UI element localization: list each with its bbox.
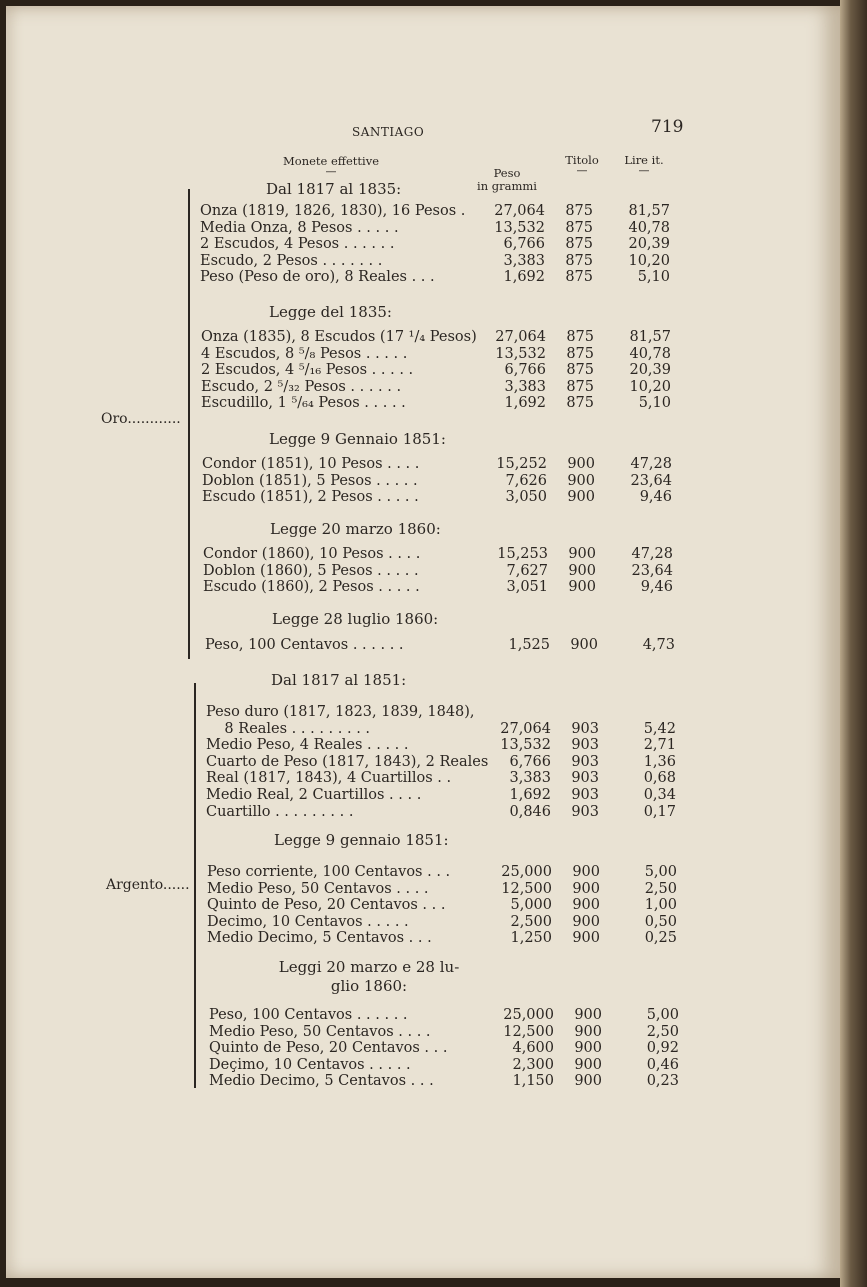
- lire-value: 0,17: [643, 803, 676, 820]
- book-edge: [840, 0, 867, 1287]
- section-heading: Leggi 20 marzo e 28 lu- glio 1860:: [278, 958, 460, 995]
- lire-value: 40,78: [629, 345, 671, 362]
- coin-name: Medio Decimo, 5 Centavos . . .: [207, 930, 432, 947]
- section-heading: Dal 1817 al 1851:: [271, 671, 407, 689]
- lire-value: 0,68: [643, 770, 676, 787]
- category-label-argento: Argento......: [106, 877, 190, 893]
- coin-name: Peso duro (1817, 1823, 1839, 1848),: [206, 704, 475, 720]
- title-value: 875: [566, 395, 594, 412]
- table-row: [206, 804, 686, 821]
- lire-value: 1,00: [644, 897, 677, 914]
- lire-value: 9,46: [640, 579, 673, 596]
- title-value: 900: [574, 1007, 602, 1023]
- weight-value: 25,000: [501, 864, 552, 880]
- table-group: [202, 456, 682, 506]
- table-group: [203, 546, 683, 596]
- lire-value: 4,73: [642, 637, 675, 653]
- table-row: [207, 897, 687, 914]
- weight-value: 27,064: [494, 203, 545, 219]
- lire-value: 0,34: [643, 786, 676, 803]
- table-group: [207, 864, 687, 947]
- weight-value: 12,500: [503, 1023, 554, 1040]
- coin-name: Escudo, 2 ⁵/₃₂ Pesos . . . . . .: [201, 378, 402, 395]
- coin-name: Medio Real, 2 Cuartillos . . . .: [206, 786, 422, 803]
- weight-value: 27,064: [500, 720, 551, 737]
- coin-name: Cuartillo . . . . . . . . .: [206, 803, 354, 820]
- lire-value: 10,20: [629, 378, 671, 395]
- lire-value: 5,10: [637, 269, 670, 286]
- lire-value: 5,10: [638, 395, 671, 412]
- title-value: 903: [571, 770, 599, 787]
- table-row: [209, 1073, 689, 1090]
- lire-value: 23,64: [630, 472, 672, 489]
- weight-value: 4,600: [512, 1040, 554, 1057]
- coin-name: Doblon (1851), 5 Pesos . . . . .: [202, 472, 418, 489]
- table-row: [201, 362, 681, 379]
- lire-value: 10,20: [628, 252, 670, 269]
- weight-value: 3,383: [509, 770, 551, 787]
- weight-value: 7,626: [505, 472, 547, 489]
- weight-value: 3,383: [504, 378, 546, 395]
- table-row: [209, 1040, 689, 1057]
- weight-value: 27,064: [495, 329, 546, 345]
- category-label-oro: Oro............: [101, 411, 181, 427]
- lire-value: 81,57: [628, 203, 670, 219]
- weight-value: 13,532: [495, 345, 546, 362]
- lire-value: 9,46: [639, 489, 672, 506]
- lire-value: 47,28: [630, 456, 672, 472]
- weight-value: 6,766: [509, 753, 551, 770]
- title-value: 875: [565, 252, 593, 269]
- weight-value: 6,766: [503, 236, 545, 253]
- weight-value: 1,250: [510, 930, 552, 947]
- lire-value: 20,39: [629, 362, 671, 379]
- table-row: [200, 269, 680, 286]
- coin-name: Condor (1860), 10 Pesos . . . .: [203, 546, 421, 562]
- coin-name: Doblon (1860), 5 Pesos . . . . .: [203, 562, 419, 579]
- table-row: [200, 236, 680, 253]
- table-row: [207, 930, 687, 947]
- table-group: [205, 637, 685, 654]
- title-value: 875: [566, 362, 594, 379]
- table-row: [206, 754, 686, 771]
- coin-name: Medio Peso, 4 Reales . . . . .: [206, 737, 409, 754]
- weight-value: 25,000: [503, 1007, 554, 1023]
- title-value: 900: [568, 579, 596, 596]
- weight-value: 6,766: [504, 362, 546, 379]
- column-header-lire: Lire it. —: [624, 153, 664, 177]
- title-value: 903: [571, 803, 599, 820]
- title-value: 900: [574, 1056, 602, 1073]
- section-heading: Legge del 1835:: [269, 303, 392, 321]
- title-value: 900: [574, 1023, 602, 1040]
- weight-value: 1,525: [508, 637, 550, 653]
- weight-value: 3,051: [506, 579, 548, 596]
- title-value: 900: [572, 897, 600, 914]
- table-row: [206, 721, 686, 738]
- table-row: [202, 489, 682, 506]
- coin-name: 4 Escudos, 8 ⁵/₈ Pesos . . . . .: [201, 345, 408, 362]
- table-row: [201, 346, 681, 363]
- title-value: 900: [572, 930, 600, 947]
- lire-value: 0,50: [644, 913, 677, 930]
- lire-value: 23,64: [631, 562, 673, 579]
- coin-name: Medio Decimo, 5 Centavos . . .: [209, 1073, 434, 1090]
- coin-name: Peso (Peso de oro), 8 Reales . . .: [200, 269, 435, 286]
- lire-value: 0,92: [646, 1040, 679, 1057]
- title-value: 875: [566, 345, 594, 362]
- title-value: 900: [568, 562, 596, 579]
- table-row: [202, 456, 682, 473]
- weight-value: 15,252: [496, 456, 547, 472]
- title-value: 875: [565, 203, 593, 219]
- title-value: 900: [567, 456, 595, 472]
- table-row: [209, 1007, 689, 1024]
- table-row: [203, 563, 683, 580]
- lire-value: 5,00: [646, 1007, 679, 1023]
- table-row: [200, 220, 680, 237]
- lire-value: 2,50: [646, 1023, 679, 1040]
- title-value: 900: [574, 1040, 602, 1057]
- page-number: 719: [651, 117, 684, 137]
- weight-value: 13,532: [500, 737, 551, 754]
- coin-name: Media Onza, 8 Pesos . . . . .: [200, 219, 399, 236]
- weight-value: 1,692: [503, 269, 545, 286]
- section-heading: Legge 20 marzo 1860:: [270, 520, 441, 538]
- table-group: [200, 203, 680, 286]
- brace-oro: [188, 189, 190, 659]
- lire-value: 0,46: [646, 1056, 679, 1073]
- coin-name: Deçimo, 10 Centavos . . . . .: [209, 1056, 411, 1073]
- table-row: [207, 914, 687, 931]
- title-value: 900: [572, 864, 600, 880]
- title-value: 875: [566, 329, 594, 345]
- brace-argento: [194, 683, 196, 1088]
- title-value: 875: [566, 378, 594, 395]
- coin-name: Onza (1835), 8 Escudos (17 ¹/₄ Pesos): [201, 329, 477, 345]
- title-value: 900: [572, 880, 600, 897]
- lire-value: 47,28: [631, 546, 673, 562]
- coin-name: Medio Peso, 50 Centavos . . . .: [209, 1023, 431, 1040]
- title-value: 900: [567, 472, 595, 489]
- table-row: [201, 329, 681, 346]
- weight-value: 1,692: [504, 395, 546, 412]
- table-row: [206, 737, 686, 754]
- table-group: [209, 1007, 689, 1090]
- section-heading: Dal 1817 al 1835:: [266, 180, 402, 198]
- lire-value: 5,42: [643, 720, 676, 737]
- coin-name: Escudillo, 1 ⁵/₆₄ Pesos . . . . .: [201, 395, 406, 412]
- weight-value: 3,050: [505, 489, 547, 506]
- weight-value: 7,627: [506, 562, 548, 579]
- coin-name: Medio Peso, 50 Centavos . . . .: [207, 880, 429, 897]
- title-value: 900: [572, 913, 600, 930]
- weight-value: 13,532: [494, 219, 545, 236]
- weight-value: 5,000: [510, 897, 552, 914]
- table-row: [200, 203, 680, 220]
- table-row: [202, 473, 682, 490]
- title-value: 903: [571, 737, 599, 754]
- table-row: [201, 379, 681, 396]
- table-row: [207, 881, 687, 898]
- coin-name: Peso, 100 Centavos . . . . . .: [205, 637, 404, 653]
- coin-name: Quinto de Peso, 20 Centavos . . .: [207, 897, 446, 914]
- table-group: [201, 329, 681, 412]
- title-value: 900: [570, 637, 598, 653]
- coin-name: Decimo, 10 Centavos . . . . .: [207, 913, 409, 930]
- table-row: [209, 1057, 689, 1074]
- coin-name: Real (1817, 1843), 4 Cuartillos . .: [206, 770, 452, 787]
- column-header-coin: Monete effettive —: [283, 154, 379, 178]
- weight-value: 1,692: [509, 786, 551, 803]
- title-value: 875: [565, 269, 593, 286]
- lire-value: 0,25: [644, 930, 677, 947]
- title-value: 903: [571, 753, 599, 770]
- lire-value: 40,78: [628, 219, 670, 236]
- table-row: [209, 1024, 689, 1041]
- title-value: 900: [568, 546, 596, 562]
- table-row: [203, 546, 683, 563]
- title-value: 875: [565, 236, 593, 253]
- weight-value: 0,846: [509, 803, 551, 820]
- coin-name: Peso corriente, 100 Centavos . . .: [207, 864, 451, 880]
- table-row: [201, 395, 681, 412]
- lire-value: 5,00: [644, 864, 677, 880]
- weight-value: 2,500: [510, 913, 552, 930]
- table-row: [207, 864, 687, 881]
- title-value: 900: [567, 489, 595, 506]
- table-row: [206, 787, 686, 804]
- table-row: [200, 253, 680, 270]
- table-row: [206, 770, 686, 787]
- coin-name: Escudo (1851), 2 Pesos . . . . .: [202, 489, 419, 506]
- weight-value: 2,300: [512, 1056, 554, 1073]
- coin-name: Cuarto de Peso (1817, 1843), 2 Reales: [206, 753, 489, 770]
- section-heading: Legge 9 Gennaio 1851:: [269, 430, 446, 448]
- table-row: [206, 704, 686, 721]
- coin-name: Escudo (1860), 2 Pesos . . . . .: [203, 579, 420, 596]
- weight-value: 1,150: [512, 1073, 554, 1090]
- coin-name: Quinto de Peso, 20 Centavos . . .: [209, 1040, 448, 1057]
- coin-name: 2 Escudos, 4 Pesos . . . . . .: [200, 236, 395, 253]
- table-group: [206, 704, 686, 820]
- coin-name: 2 Escudos, 4 ⁵/₁₆ Pesos . . . . .: [201, 362, 414, 379]
- title-value: 903: [571, 720, 599, 737]
- coin-name: 8 Reales . . . . . . . . .: [206, 720, 371, 737]
- lire-value: 20,39: [628, 236, 670, 253]
- coin-name: Condor (1851), 10 Pesos . . . .: [202, 456, 420, 472]
- lire-value: 2,71: [643, 737, 676, 754]
- lire-value: 2,50: [644, 880, 677, 897]
- column-header-title: Titolo —: [565, 153, 599, 177]
- table-row: [205, 637, 685, 654]
- lire-value: 1,36: [643, 753, 676, 770]
- weight-value: 12,500: [501, 880, 552, 897]
- weight-value: 15,253: [497, 546, 548, 562]
- title-value: 903: [571, 786, 599, 803]
- weight-value: 3,383: [503, 252, 545, 269]
- section-heading: Legge 9 gennaio 1851:: [274, 831, 449, 849]
- lire-value: 81,57: [629, 329, 671, 345]
- title-value: 875: [565, 219, 593, 236]
- table-row: [203, 579, 683, 596]
- coin-name: Peso, 100 Centavos . . . . . .: [209, 1007, 408, 1023]
- lire-value: 0,23: [646, 1073, 679, 1090]
- running-title: SANTIAGO: [352, 125, 425, 139]
- coin-name: Escudo, 2 Pesos . . . . . . .: [200, 252, 383, 269]
- title-value: 900: [574, 1073, 602, 1090]
- section-heading: Legge 28 luglio 1860:: [272, 610, 439, 628]
- coin-name: Onza (1819, 1826, 1830), 16 Pesos .: [200, 203, 466, 219]
- column-header-weight: Peso in grammi: [477, 166, 537, 193]
- book-page: [6, 6, 840, 1278]
